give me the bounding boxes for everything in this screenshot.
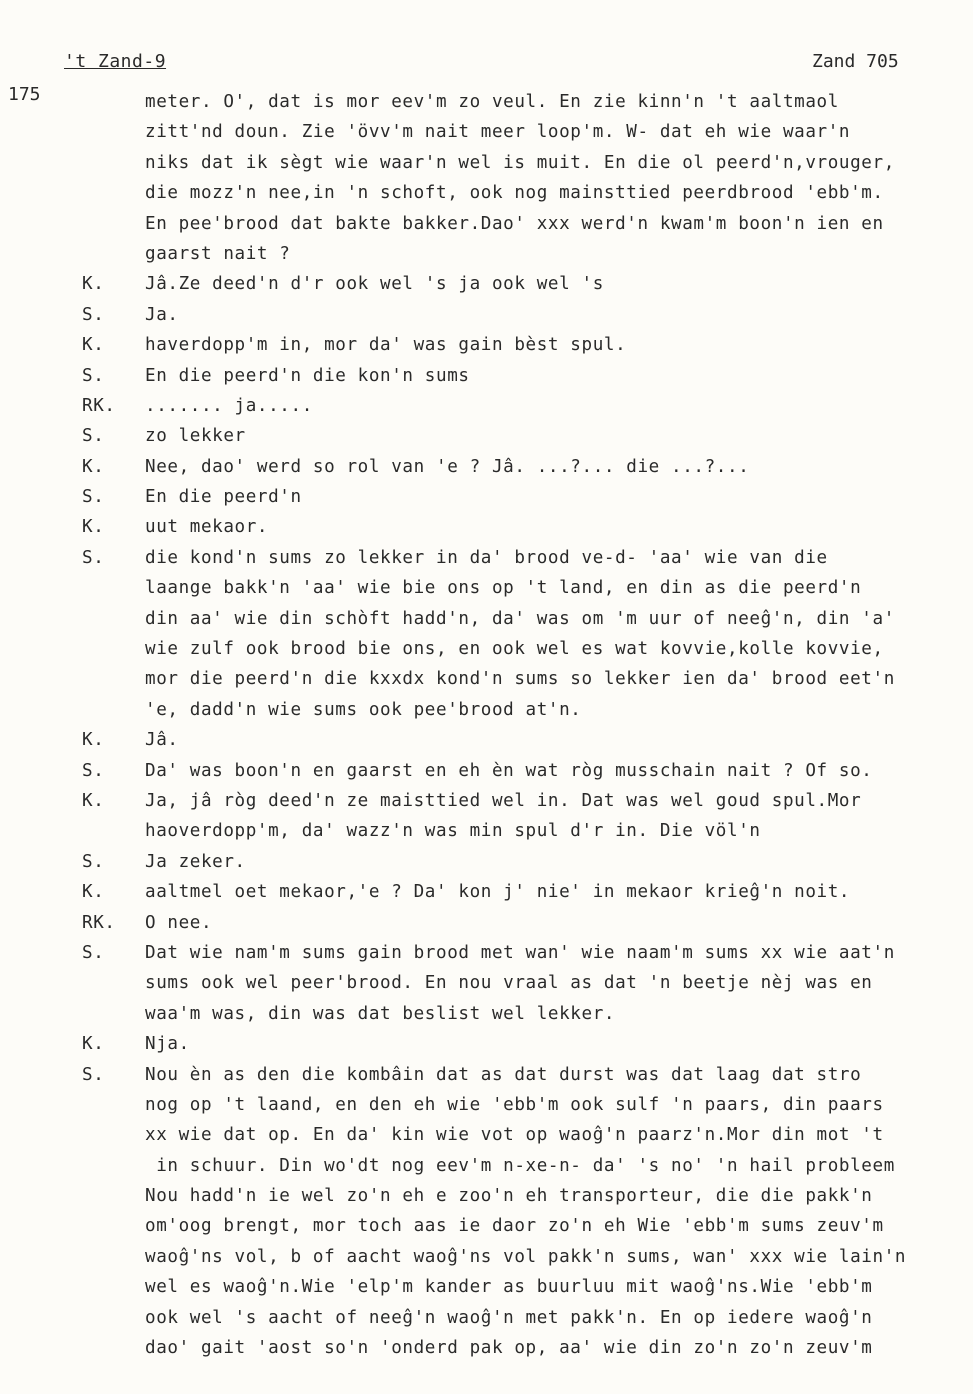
transcript-line	[0, 300, 973, 330]
line-text: En die peerd'n	[145, 487, 302, 508]
line-text: Ja zeker.	[145, 851, 246, 872]
line-text: om'oog brengt, mor toch aas ie daor zo'n eh Wie 'ebb'm sums zeuv'm	[145, 1216, 884, 1237]
transcript-line	[0, 1060, 973, 1090]
transcript-line	[0, 938, 973, 968]
speaker-label: S.	[82, 365, 105, 386]
transcript-line	[0, 908, 973, 938]
transcript-line	[0, 816, 973, 846]
transcript-line	[0, 361, 973, 391]
transcript-line	[0, 512, 973, 542]
speaker-label: K.	[82, 335, 105, 356]
line-text: Nou hadd'n ie wel zo'n eh e zoo'n eh transporteur, die die pakk'n	[145, 1186, 873, 1207]
speaker-label: S.	[82, 304, 105, 325]
line-text: die kond'n sums zo lekker in da' brood ve-d- 'aa' wie van die	[145, 547, 828, 568]
line-text: Dat wie nam'm sums gain brood met wan' wie naam'm sums xx wie aat'n	[145, 942, 895, 963]
transcript-line	[0, 239, 973, 269]
line-text: ook wel 's aacht of neeĝ'n waoĝ'n met pakk'n. En op iedere waoĝ'n	[145, 1307, 873, 1328]
line-text: wie zulf ook brood bie ons, en ook wel es wat kovvie,kolle kovvie,	[145, 639, 884, 660]
transcript-line	[0, 452, 973, 482]
line-text: xx wie dat op. En da' kin wie vot op waoĝ'n paarz'n.Mor din mot 't	[145, 1125, 884, 1146]
line-text: zo lekker	[145, 426, 246, 447]
transcript-line	[0, 1272, 973, 1302]
transcript-line	[0, 1211, 973, 1241]
line-text: Ja.	[145, 304, 179, 325]
transcript-line	[0, 847, 973, 877]
transcript-line	[0, 1242, 973, 1272]
transcript-line	[0, 330, 973, 360]
transcript-line	[0, 877, 973, 907]
speaker-label: K.	[82, 274, 105, 295]
line-text: waoĝ'ns vol, b of aacht waoĝ'ns vol pakk'n sums, wan' xxx wie lain'n	[145, 1246, 907, 1267]
speaker-label: RK.	[82, 395, 116, 416]
transcript-line	[0, 664, 973, 694]
speaker-label: K.	[82, 790, 105, 811]
transcript-line	[0, 148, 973, 178]
transcript-line	[0, 695, 973, 725]
page-number: 175	[8, 84, 41, 105]
transcript-line	[0, 1090, 973, 1120]
line-text: Nou èn as den die kombâin dat as dat durst was dat laag dat stro	[145, 1064, 862, 1085]
line-text: nog op 't laand, en den eh wie 'ebb'm ook sulf 'n paars, din paars	[145, 1094, 884, 1115]
header-right: Zand 705	[812, 51, 899, 72]
transcript-line	[0, 1029, 973, 1059]
line-text: 'e, dadd'n wie sums ook pee'brood at'n.	[145, 699, 582, 720]
line-text: Da' was boon'n en gaarst en eh èn wat ròg musschain nait ? Of so.	[145, 760, 873, 781]
line-text: meter. O', dat is mor eev'm zo veul. En zie kinn'n 't aaltmaol	[145, 92, 839, 112]
transcript-line	[0, 573, 973, 603]
line-text: wel es waoĝ'n.Wie 'elp'm kander as buurluu mit waoĝ'ns.Wie 'ebb'm	[145, 1277, 873, 1298]
line-text: Nja.	[145, 1034, 190, 1055]
transcript-line	[0, 786, 973, 816]
line-text: Jâ.Ze deed'n d'r ook wel 's ja ook wel 's	[145, 274, 604, 295]
line-text: haoverdopp'm, da' wazz'n was min spul d'r in. Die völ'n	[145, 821, 761, 842]
line-text: Nee, dao' werd so rol van 'e ? Jâ. ...?... die ...?...	[145, 456, 750, 477]
transcript-line	[0, 178, 973, 208]
transcript-line	[0, 1303, 973, 1333]
transcript-line	[0, 1120, 973, 1150]
transcript-line	[0, 421, 973, 451]
transcript-line	[0, 1333, 973, 1363]
line-text: En pee'brood dat bakte bakker.Dao' xxx werd'n kwam'm boon'n ien en	[145, 213, 884, 234]
speaker-label: S.	[82, 851, 105, 872]
transcript-line	[0, 209, 973, 239]
line-text: mor die peerd'n die kxxdx kond'n sums so lekker ien da' brood eet'n	[145, 669, 895, 690]
speaker-label: RK.	[82, 912, 116, 933]
transcript-line	[0, 1181, 973, 1211]
line-text: O nee.	[145, 912, 213, 933]
transcript-line	[0, 543, 973, 573]
transcript-line	[0, 968, 973, 998]
line-text: haverdopp'm in, mor da' was gain bèst spul.	[145, 335, 627, 356]
transcript-line	[0, 117, 973, 147]
line-text: uut mekaor.	[145, 517, 269, 538]
transcript-line	[0, 1151, 973, 1181]
line-text: laange bakk'n 'aa' wie bie ons op 't land, en din as die peerd'n	[145, 578, 862, 599]
line-text: zitt'nd doun. Zie 'övv'm nait meer loop'm. W- dat eh wie waar'n	[145, 122, 851, 143]
transcript-line	[0, 269, 973, 299]
speaker-label: K.	[82, 517, 105, 538]
transcript-line	[0, 391, 973, 421]
line-text: in schuur. Din wo'dt nog eev'm n-xe-n- da' 's no' 'n hail probleem	[145, 1155, 895, 1176]
transcript-lines	[0, 87, 973, 1363]
transcript-line	[0, 87, 973, 117]
transcript-line	[0, 725, 973, 755]
line-text: En die peerd'n die kon'n sums	[145, 365, 470, 386]
line-text: waa'm was, din was dat beslist wel lekker.	[145, 1003, 616, 1024]
line-text: niks dat ik sègt wie waar'n wel is muit. En die ol peerd'n,vrouger,	[145, 152, 895, 173]
line-text: gaarst nait ?	[145, 243, 291, 264]
speaker-label: S.	[82, 547, 105, 568]
line-text: sums ook wel peer'brood. En nou vraal as dat 'n beetje nèj was en	[145, 973, 873, 994]
speaker-label: S.	[82, 487, 105, 508]
transcript-line	[0, 756, 973, 786]
line-text: Jâ.	[145, 730, 179, 751]
line-text: din aa' wie din schòft hadd'n, da' was om 'm uur of neeĝ'n, din 'a'	[145, 608, 895, 629]
speaker-label: K.	[82, 730, 105, 751]
header-left: 't Zand-9	[64, 51, 167, 72]
speaker-label: K.	[82, 1034, 105, 1055]
speaker-label: S.	[82, 426, 105, 447]
line-text: ....... ja.....	[145, 395, 313, 416]
speaker-label: K.	[82, 882, 105, 903]
transcript-line	[0, 604, 973, 634]
line-text: aaltmel oet mekaor,'e ? Da' kon j' nie' in mekaor krieĝ'n noit.	[145, 882, 851, 903]
speaker-label: S.	[82, 760, 105, 781]
speaker-label: K.	[82, 456, 105, 477]
line-text: Ja, jâ ròg deed'n ze maisttied wel in. Dat was wel goud spul.Mor	[145, 790, 862, 811]
transcript-line	[0, 482, 973, 512]
speaker-label: S.	[82, 1064, 105, 1085]
transcript-line	[0, 634, 973, 664]
transcript-line	[0, 999, 973, 1029]
line-text: dao' gait 'aost so'n 'onderd pak op, aa' wie din zo'n zo'n zeuv'm	[145, 1338, 873, 1359]
line-text: die mozz'n nee,in 'n schoft, ook nog mainsttied peerdbrood 'ebb'm.	[145, 183, 884, 204]
speaker-label: S.	[82, 942, 105, 963]
